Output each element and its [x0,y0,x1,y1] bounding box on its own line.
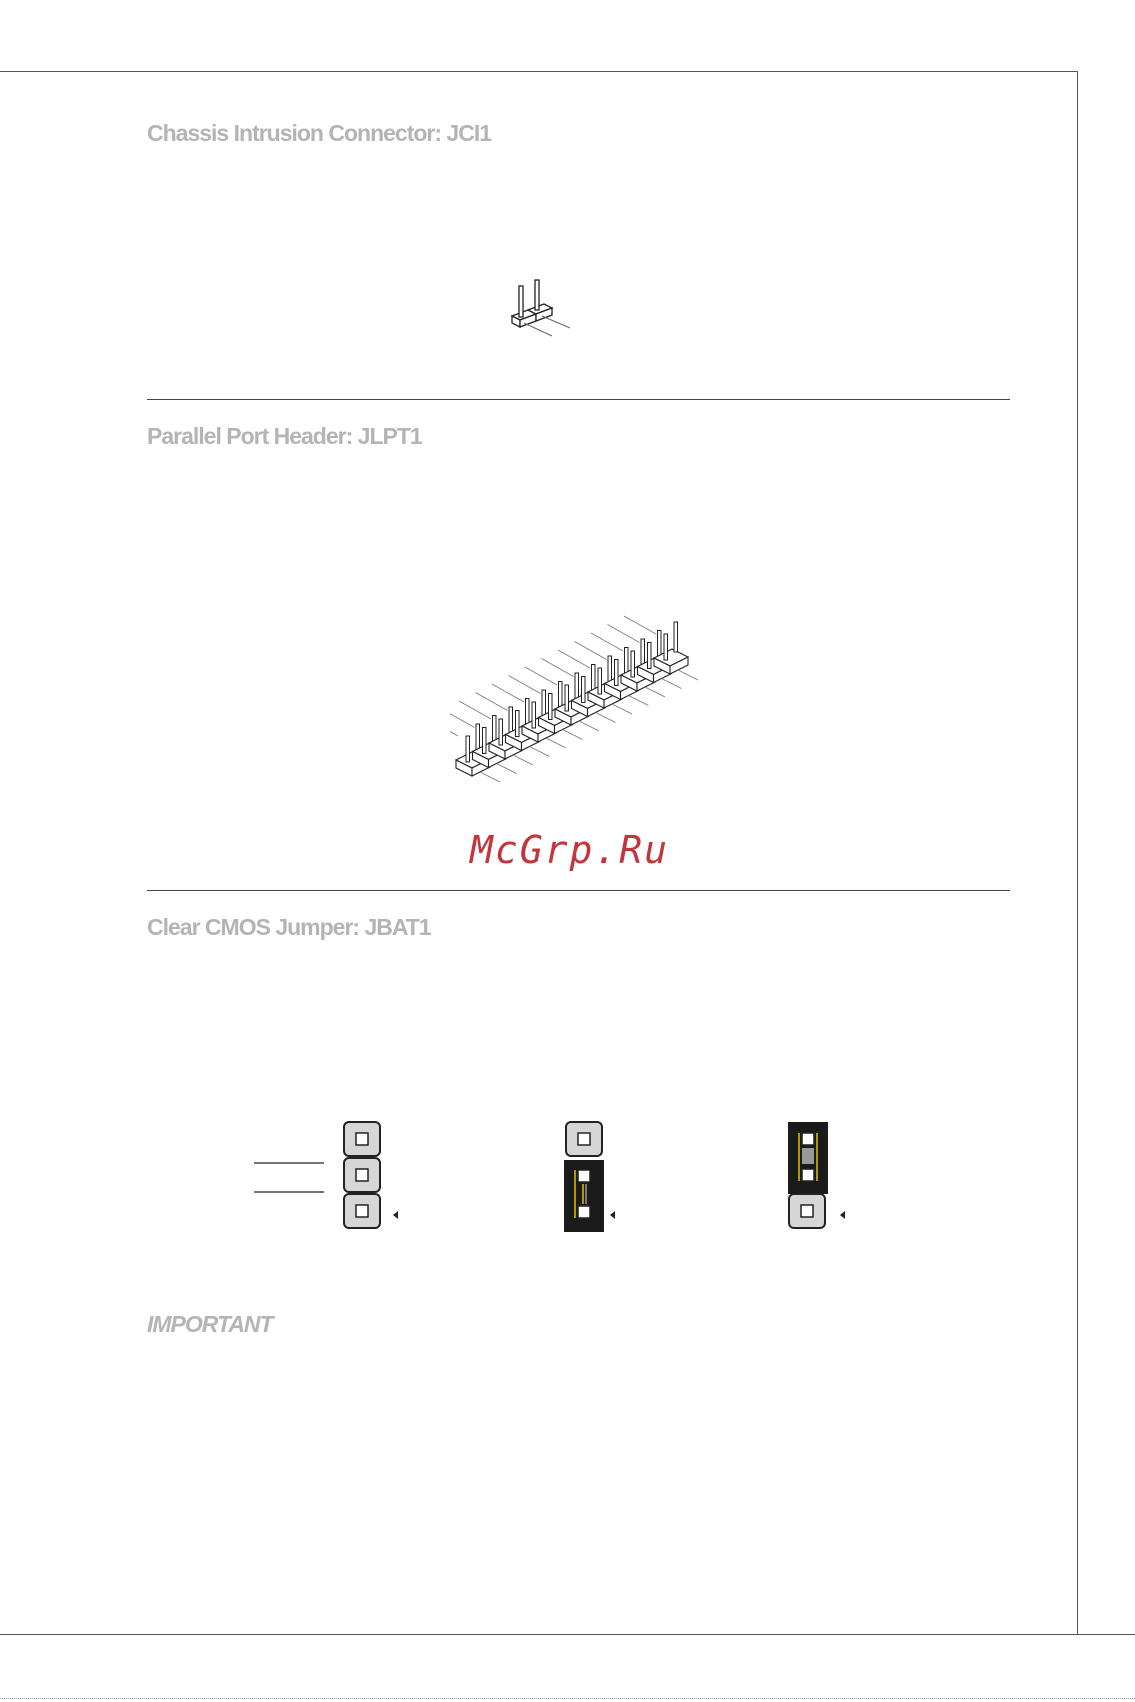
section-divider-2 [147,890,1010,891]
pin1-arrow-icon [393,1211,398,1219]
section-divider-1 [147,399,1010,400]
important-heading: IMPORTANT [147,1311,273,1337]
clear-cmos-heading: Clear CMOS Jumper: JBAT1 [147,914,431,940]
watermark-text: McGrp.Ru [470,828,670,872]
page-frame-right [1077,71,1078,1634]
parallel-port-heading: Parallel Port Header: JLPT1 [147,423,422,449]
jumper-pins-2-3-shorted [788,1122,845,1228]
chassis-intrusion-heading: Chassis Intrusion Connector: JCI1 [147,120,492,146]
jumper-open [344,1122,398,1228]
pin1-arrow-icon [840,1211,845,1219]
page-frame-bottom [0,1634,1135,1635]
pin1-arrow-icon [610,1211,615,1219]
page-frame-top [0,71,1078,72]
jci1-connector-figure [500,270,580,350]
jumper-pins-1-2-shorted [564,1122,615,1232]
jbat1-jumper-figure [250,1118,870,1238]
page-frame-dotted [0,1698,1135,1699]
jlpt1-header-figure [450,610,750,795]
